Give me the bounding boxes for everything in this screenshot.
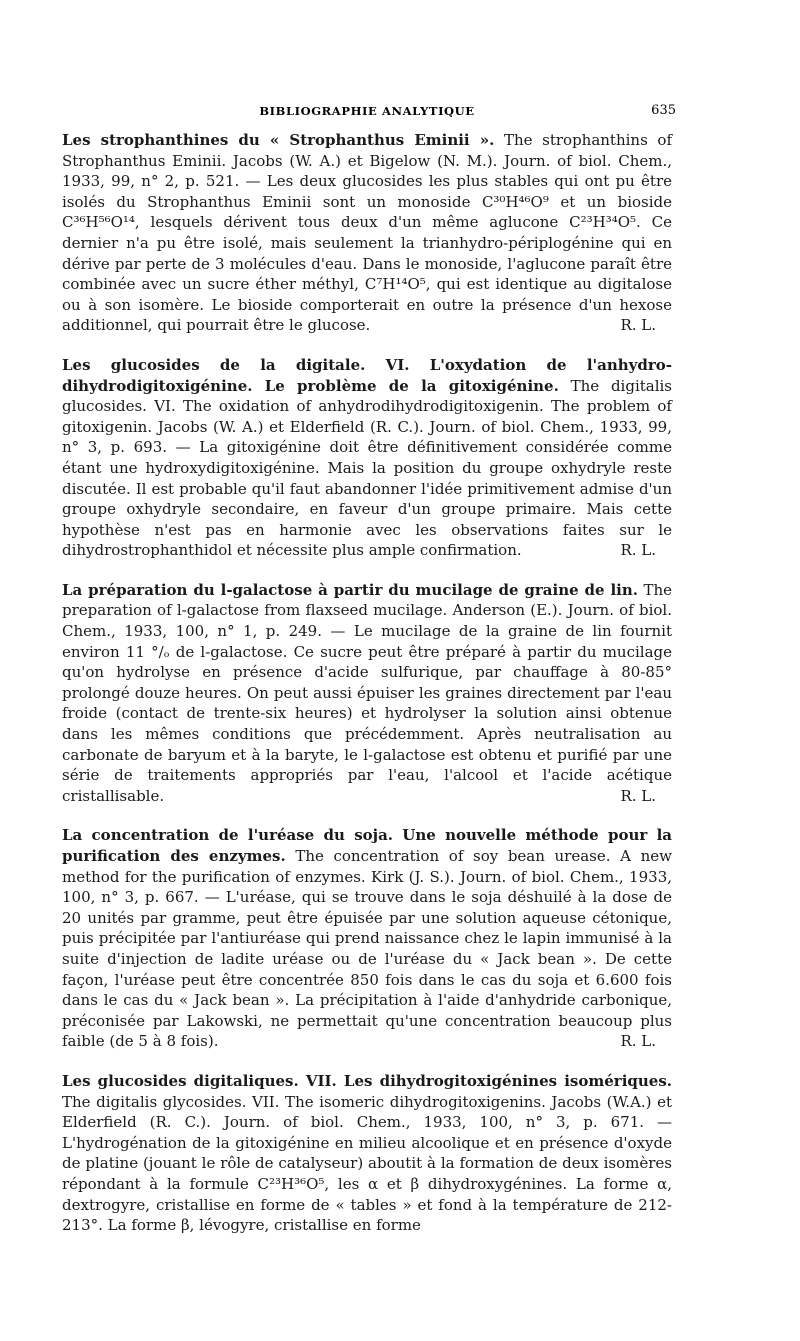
entry-paragraph (62, 355, 672, 561)
entry-body: The preparation of l-galactose from flaxseed mucilage. Anderson (E.). Journ. of biol. Chem., 1933, 100, n° 1, p. 249. — Le mucilage de la graine de lin fournit environ 11 °/ₒ de l-galactose. Ce sucre peut être préparé à partir du mucilage qu'on hydrolyse en présence d'acide sulfurique, par chauffage à 80-85° prolongé douze heures. On peut aussi épuiser les graines directement par l'eau froide (contact de trente-six heures) et hydrolyser la solution ainsi obtenue dans les mêmes conditions que précédemment. Après neutralisation au carbonate de baryum et à la baryte, le l-galactose est obtenu et purifié par une série de traitements appropriés par l'eau, l'alcool et l'acide acétique cristallisable. (62, 580, 672, 805)
running-head (62, 102, 676, 122)
bibliography-entry (62, 355, 672, 561)
entry-body: The concentration of soy bean urease. A new method for the purification of enzymes. Kirk (J. S.). Journ. of biol. Chem., 1933, 100, n° 3, p. 667. — L'uréase, qui se trouve dans le soja déshuilé à la dose de 20 unités par gramme, peut être épuisée par une solution aqueuse cétonique, puis précipitée par l'antiuréase qui prend naissance chez le lapin immunisé à la suite d'injection de ladite uréase ou de l'uréase du « Jack bean ». De cette façon, l'uréase peut être concentrée 850 fois dans le cas du soja et 6.600 fois dans le cas du « Jack bean ». La précipitation à l'aide d'anhydride carbonique, préconisée par Lakowski, ne permettait qu'une concentration beaucoup plus faible (de 5 à 8 fois). (62, 847, 672, 1051)
bibliography-entry (62, 825, 672, 1052)
bibliography-entry (62, 1071, 672, 1236)
running-title: BIBLIOGRAPHIE ANALYTIQUE (259, 104, 475, 118)
entry-paragraph (62, 825, 672, 1052)
entry-title: Les glucosides de la digitale. VI. L'oxydation de l'anhydro-dihydrodigitoxigénine. Le problème de la gitoxigénine. (62, 355, 672, 395)
entry-title: Les strophanthines du « Strophanthus Eminii ». (62, 131, 495, 149)
entry-paragraph (62, 1071, 672, 1236)
bibliography-entry (62, 580, 672, 807)
bibliography-entry (62, 130, 672, 336)
entry-paragraph (62, 580, 672, 807)
entry-body: The digitalis glucosides. VI. The oxidation of anhydrodihydrodigitoxigenin. The problem of gitoxigenin. Jacobs (W. A.) et Elderfield (R. C.). Journ. of biol. Chem., 1933, 99, n° 3, p. 693. — La gitoxigénine doit être définitivement considérée comme étant une hydroxydigitoxigénine. Mais la position du groupe oxhydryle reste discutée. Il est probable qu'il faut abandonner l'idée primitivement admise d'un groupe oxhydryle secondaire, en faveur d'un groupe primaire. Mais cette hypothèse n'est pas en harmonie avec les observations faites sur le dihydrostrophanthidol et nécessite plus ample confirmation. (62, 376, 672, 560)
bibliography-entries (62, 130, 672, 1255)
entry-signature: R. L. (620, 1032, 656, 1051)
entry-signature: R. L. (620, 541, 656, 560)
entry-title: La préparation du l-galactose à partir du mucilage de graine de lin. (62, 580, 639, 599)
entry-body: The digitalis glycosides. VII. The isomeric dihydrogitoxigenins. Jacobs (W.A.) et Elderfield (R. C.). Journ. of biol. Chem., 1933, 100, n° 3, p. 671. — L'hydrogénation de la gitoxigénine en milieu alcoolique et en présence d'oxyde de platine (jouant le rôle de catalyseur) aboutit à la formation de deux isomères répondant à la formule C²³H³⁶O⁵, les α et β dihydroxygénines. La forme α, dextrogyre, cristallise en forme de « tables » et fond à la température de 212-213°. La forme β, lévogyre, cristallise en forme (62, 1092, 672, 1235)
entry-signature: R. L. (620, 316, 656, 335)
entry-title: Les glucosides digitaliques. VII. Les dihydrogitoxigénines isomériques. (62, 1071, 672, 1090)
page-number: 635 (651, 103, 676, 118)
entry-body: The strophanthins of Strophanthus Eminii. Jacobs (W. A.) et Bigelow (N. M.). Journ. of biol. Chem., 1933, 99, n° 2, p. 521. — Les deux glucosides les plus stables qui ont pu être isolés du Strophanthus Eminii sont un monoside C³⁰H⁴⁶O⁹ et un bioside C³⁶H⁵⁶O¹⁴, lesquels dérivent tous deux d'un même aglucone C²³H³⁴O⁵. Ce dernier n'a pu être isolé, mais seulement la trianhydro-périplogénine qui en dérive par perte de 3 molécules d'eau. Dans le monoside, l'aglucone paraît être combinée avec un sucre éther méthyl, C⁷H¹⁴O⁵, qui est identique au digitalose ou à son isomère. Le bioside comporterait en outre la présence d'un hexose additionnel, qui pourrait être le glucose. (62, 131, 672, 335)
entry-paragraph (62, 130, 672, 336)
entry-signature: R. L. (620, 786, 656, 805)
entry-title: La concentration de l'uréase du soja. Une nouvelle méthode pour la purification des enzymes. (62, 826, 672, 865)
